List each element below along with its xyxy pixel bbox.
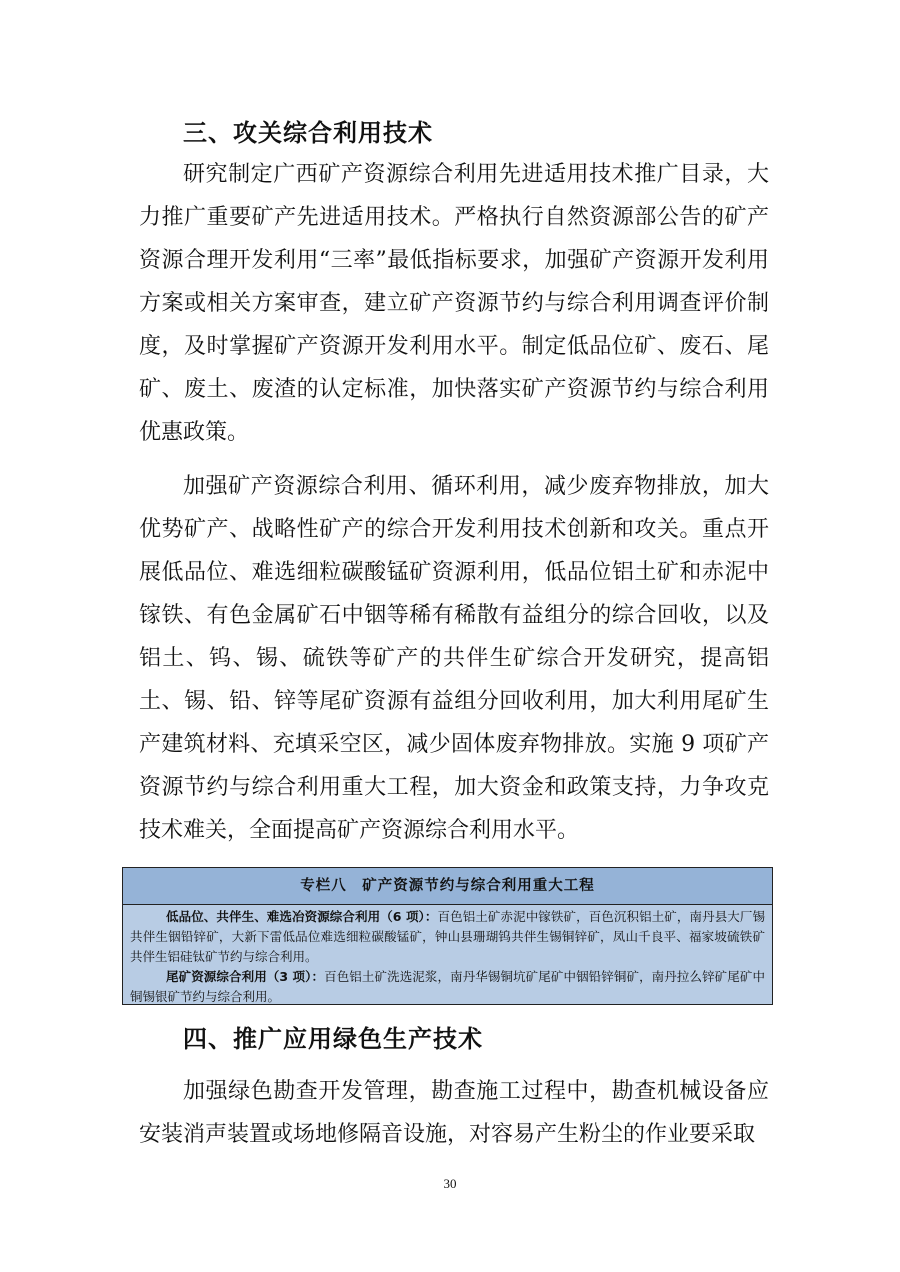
feature-box	[122, 867, 773, 1005]
feature-box-item-2-text: 百色铝土矿洗选泥浆，南丹华锡铜坑矿尾矿中铟铅锌铜矿，南丹拉么锌矿尾矿中铜锡银矿节约与综合利用。	[130, 969, 765, 1004]
feature-box-item-2	[123, 967, 772, 1007]
feature-box-title: 专栏八 矿产资源节约与综合利用重大工程	[123, 868, 772, 905]
section-heading-4: 四、推广应用绿色生产技术	[183, 1025, 483, 1053]
paragraph-1: 研究制定广西矿产资源综合利用先进适用技术推广目录，大力推广重要矿产先进适用技术。严格执行自然资源部公告的矿产资源合理开发利用“三率”最低指标要求，加强矿产资源开发利用方案或相关方案审查，建立矿产资源节约与综合利用调查评价制度，及时掌握矿产资源开发利用水平。制定低品位矿、废石、尾矿、废土、废渣的认定标准，加快落实矿产资源节约与综合利用优惠政策。	[139, 162, 769, 445]
paragraph-2: 加强矿产资源综合利用、循环利用，减少废弃物排放，加大优势矿产、战略性矿产的综合开发利用技术创新和攻关。重点开展低品位、难选细粒碳酸锰矿资源利用，低品位铝土矿和赤泥中镓铁、有色金属矿石中铟等稀有稀散有益组分的综合回收，以及铝土、钨、锡、硫铁等矿产的共伴生矿综合开发研究，提高铝土、锡、铅、锌等尾矿资源有益组分回收利用，加大利用尾矿生产建筑材料、充填采空区，减少固体废弃物排放。实施 9 项矿产资源节约与综合利用重大工程，加大资金和政策支持，力争攻克技术难关，全面提高矿产资源综合利用水平。	[139, 474, 769, 843]
section-heading-3: 三、攻关综合利用技术	[183, 119, 433, 147]
paragraph-3: 加强绿色勘查开发管理，勘查施工过程中，勘查机械设备应安装消声装置或场地修隔音设施，对容易产生粉尘的作业要采取	[139, 1079, 769, 1147]
feature-box-item-1-text: 百色铝土矿赤泥中镓铁矿，百色沉积铝土矿，南丹县大厂锡共伴生铟铅锌矿，大新下雷低品位难选细粒碳酸锰矿，钟山县珊瑚钨共伴生锡铜锌矿，凤山千良平、福家坡硫铁矿共伴生铝硅钛矿节约与综合利用。	[130, 909, 765, 964]
feature-box-item-2-label: 尾矿资源综合利用（3 项）：	[166, 969, 325, 984]
feature-box-item-1-label: 低品位、共伴生、难选冶资源综合利用（6 项）：	[166, 909, 438, 924]
feature-box-item-1	[123, 907, 772, 967]
page-number: 30	[443, 1176, 457, 1191]
